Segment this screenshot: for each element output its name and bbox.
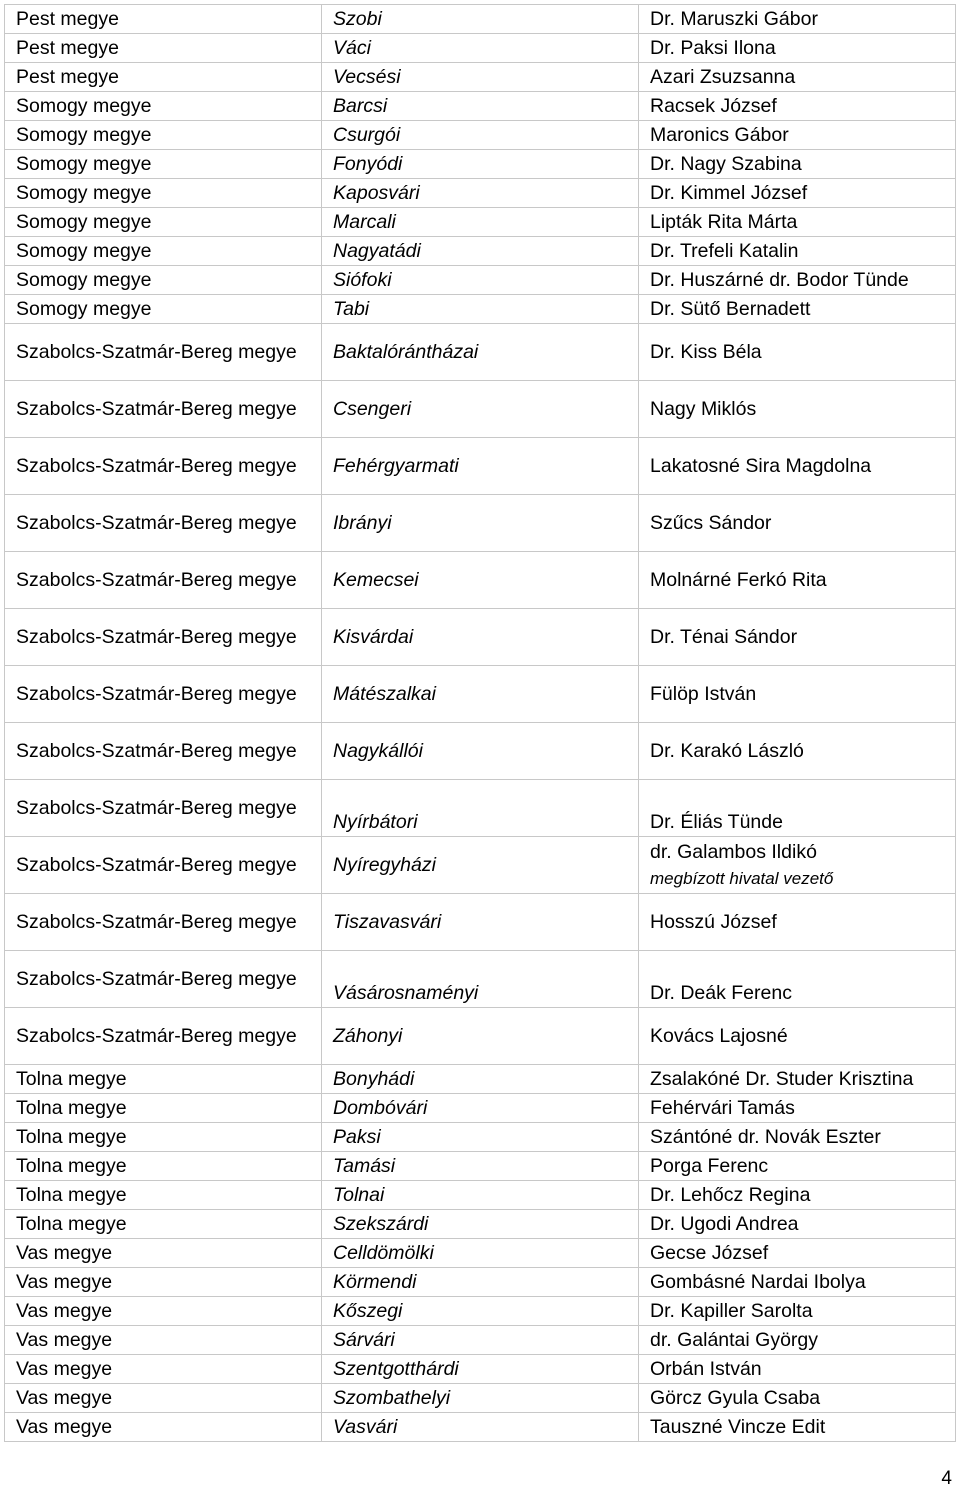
county-name: Somogy megye <box>16 269 152 291</box>
county-cell <box>5 266 322 295</box>
head-name: Zsalakóné Dr. Studer Krisztina <box>650 1068 914 1090</box>
table-row <box>5 92 956 121</box>
office-name: Kemecsei <box>333 569 419 591</box>
head-cell <box>639 1268 956 1297</box>
head-name: Azari Zsuzsanna <box>650 66 796 88</box>
office-name: Nagykállói <box>333 740 423 762</box>
head-name: Dr. Kimmel József <box>650 182 808 204</box>
county-name: Somogy megye <box>16 182 152 204</box>
head-cell <box>639 666 956 723</box>
head-cell <box>639 1210 956 1239</box>
office-cell <box>322 495 639 552</box>
county-name: Tolna megye <box>16 1213 127 1235</box>
head-cell <box>639 1384 956 1413</box>
office-name: Barcsi <box>333 95 388 117</box>
office-name: Kaposvári <box>333 182 420 204</box>
table-row <box>5 381 956 438</box>
office-name: Mátészalkai <box>333 683 436 705</box>
county-cell <box>5 1413 322 1442</box>
head-name: Dr. Ugodi Andrea <box>650 1213 799 1235</box>
county-cell <box>5 1326 322 1355</box>
office-name: Ibrányi <box>333 512 392 534</box>
office-name: Dombóvári <box>333 1097 428 1119</box>
head-cell <box>639 208 956 237</box>
office-cell <box>322 237 639 266</box>
table-row <box>5 1123 956 1152</box>
head-name: Gecse József <box>650 1242 769 1264</box>
table-row <box>5 894 956 951</box>
table-row <box>5 1065 956 1094</box>
county-name: Vas megye <box>16 1271 113 1293</box>
county-cell <box>5 951 322 1008</box>
table-row <box>5 837 956 894</box>
county-name: Pest megye <box>16 37 119 59</box>
table-row <box>5 1268 956 1297</box>
office-cell <box>322 1268 639 1297</box>
table-row <box>5 609 956 666</box>
office-name: Siófoki <box>333 269 392 291</box>
office-name: Tamási <box>333 1155 396 1177</box>
table-row <box>5 1094 956 1123</box>
table-row <box>5 208 956 237</box>
head-cell <box>639 5 956 34</box>
table-row <box>5 1326 956 1355</box>
office-name: Csengeri <box>333 398 412 420</box>
head-cell <box>639 324 956 381</box>
head-cell <box>639 92 956 121</box>
table-row <box>5 1210 956 1239</box>
county-name: Pest megye <box>16 8 119 30</box>
office-cell <box>322 63 639 92</box>
office-cell <box>322 1123 639 1152</box>
office-cell <box>322 837 639 894</box>
head-name: Dr. Karakó László <box>650 740 804 762</box>
office-name: Vasvári <box>333 1416 398 1438</box>
county-cell <box>5 1297 322 1326</box>
head-cell <box>639 1413 956 1442</box>
head-cell <box>639 1355 956 1384</box>
county-cell <box>5 1065 322 1094</box>
county-cell <box>5 1239 322 1268</box>
county-name: Vas megye <box>16 1300 113 1322</box>
county-name: Szabolcs-Szatmár-Bereg megye <box>16 683 297 705</box>
county-name: Tolna megye <box>16 1184 127 1206</box>
head-name: Dr. Kiss Béla <box>650 341 762 363</box>
county-cell <box>5 438 322 495</box>
office-cell <box>322 179 639 208</box>
head-name: Dr. Maruszki Gábor <box>650 8 818 30</box>
county-cell <box>5 1355 322 1384</box>
office-cell <box>322 1210 639 1239</box>
office-cell <box>322 208 639 237</box>
county-cell <box>5 5 322 34</box>
table-row <box>5 552 956 609</box>
office-cell <box>322 324 639 381</box>
office-cell <box>322 1152 639 1181</box>
county-cell <box>5 381 322 438</box>
office-cell <box>322 295 639 324</box>
head-name: Dr. Trefeli Katalin <box>650 240 799 262</box>
table-row <box>5 295 956 324</box>
office-cell <box>322 1297 639 1326</box>
head-name: Molnárné Ferkó Rita <box>650 569 827 591</box>
head-name: Dr. Huszárné dr. Bodor Tünde <box>650 269 909 291</box>
office-name: Vecsési <box>333 66 401 88</box>
office-cell <box>322 1413 639 1442</box>
office-cell <box>322 780 639 837</box>
office-name: Marcali <box>333 211 396 233</box>
county-cell <box>5 837 322 894</box>
office-name: Tiszavasvári <box>333 911 442 933</box>
county-cell <box>5 208 322 237</box>
head-cell <box>639 1239 956 1268</box>
head-name: Hosszú József <box>650 911 777 933</box>
acting-head-note: megbízott hivatal vezető <box>650 869 834 888</box>
office-name: Baktalórántházai <box>333 341 479 363</box>
table-row <box>5 1008 956 1065</box>
head-name: Dr. Deák Ferenc <box>650 982 792 1004</box>
head-cell <box>639 723 956 780</box>
table-row <box>5 666 956 723</box>
county-name: Szabolcs-Szatmár-Bereg megye <box>16 968 297 990</box>
office-name: Kőszegi <box>333 1300 403 1322</box>
county-cell <box>5 34 322 63</box>
table-row <box>5 495 956 552</box>
head-cell <box>639 1326 956 1355</box>
head-cell <box>639 121 956 150</box>
county-name: Somogy megye <box>16 153 152 175</box>
office-cell <box>322 666 639 723</box>
office-name: Tabi <box>333 298 370 320</box>
head-cell <box>639 1008 956 1065</box>
head-cell <box>639 894 956 951</box>
office-cell <box>322 609 639 666</box>
head-name: Tauszné Vincze Edit <box>650 1416 826 1438</box>
head-cell <box>639 150 956 179</box>
office-cell <box>322 894 639 951</box>
county-cell <box>5 150 322 179</box>
office-cell <box>322 723 639 780</box>
head-cell <box>639 1181 956 1210</box>
office-cell <box>322 1065 639 1094</box>
office-cell <box>322 5 639 34</box>
head-name: Fehérvári Tamás <box>650 1097 795 1119</box>
office-name: Nagyatádi <box>333 240 421 262</box>
county-name: Tolna megye <box>16 1068 127 1090</box>
county-cell <box>5 894 322 951</box>
head-cell <box>639 237 956 266</box>
head-cell <box>639 179 956 208</box>
county-name: Szabolcs-Szatmár-Bereg megye <box>16 569 297 591</box>
office-cell <box>322 266 639 295</box>
county-name: Szabolcs-Szatmár-Bereg megye <box>16 854 297 876</box>
head-cell <box>639 837 956 894</box>
table-row <box>5 951 956 1008</box>
head-cell <box>639 1297 956 1326</box>
county-cell <box>5 92 322 121</box>
table-row <box>5 1152 956 1181</box>
county-name: Szabolcs-Szatmár-Bereg megye <box>16 740 297 762</box>
county-name: Szabolcs-Szatmár-Bereg megye <box>16 911 297 933</box>
table-row <box>5 1384 956 1413</box>
head-name: Nagy Miklós <box>650 398 757 420</box>
head-name: Szűcs Sándor <box>650 512 772 534</box>
table-row <box>5 34 956 63</box>
office-cell <box>322 1239 639 1268</box>
county-cell <box>5 1152 322 1181</box>
head-cell <box>639 34 956 63</box>
county-name: Vas megye <box>16 1329 113 1351</box>
office-cell <box>322 438 639 495</box>
county-name: Somogy megye <box>16 95 152 117</box>
office-cell <box>322 34 639 63</box>
county-cell <box>5 552 322 609</box>
county-cell <box>5 609 322 666</box>
head-cell <box>639 552 956 609</box>
office-name: Záhonyi <box>333 1025 403 1047</box>
head-name: Dr. Paksi Ilona <box>650 37 776 59</box>
office-name: Sárvári <box>333 1329 395 1351</box>
county-name: Szabolcs-Szatmár-Bereg megye <box>16 398 297 420</box>
table-row <box>5 438 956 495</box>
head-cell <box>639 1123 956 1152</box>
office-cell <box>322 381 639 438</box>
office-cell <box>322 951 639 1008</box>
office-name: Celldömölki <box>333 1242 434 1264</box>
head-name: Dr. Sütő Bernadett <box>650 298 811 320</box>
office-name: Nyírbátori <box>333 811 418 833</box>
table-row <box>5 1239 956 1268</box>
county-name: Vas megye <box>16 1387 113 1409</box>
head-name: Dr. Nagy Szabina <box>650 153 802 175</box>
table-row <box>5 723 956 780</box>
table-row <box>5 780 956 837</box>
office-cell <box>322 1094 639 1123</box>
office-name: Szombathelyi <box>333 1387 451 1409</box>
table-row <box>5 237 956 266</box>
office-name: Kisvárdai <box>333 626 414 648</box>
county-cell <box>5 666 322 723</box>
office-name: Körmendi <box>333 1271 417 1293</box>
head-cell <box>639 780 956 837</box>
head-cell <box>639 1065 956 1094</box>
county-name: Szabolcs-Szatmár-Bereg megye <box>16 626 297 648</box>
head-cell <box>639 1094 956 1123</box>
county-name: Somogy megye <box>16 240 152 262</box>
head-name: Lakatosné Sira Magdolna <box>650 455 872 477</box>
county-cell <box>5 179 322 208</box>
county-cell <box>5 723 322 780</box>
county-cell <box>5 1181 322 1210</box>
county-cell <box>5 295 322 324</box>
head-cell <box>639 266 956 295</box>
office-cell <box>322 121 639 150</box>
head-cell <box>639 63 956 92</box>
county-name: Pest megye <box>16 66 119 88</box>
table-row <box>5 121 956 150</box>
county-cell <box>5 1210 322 1239</box>
head-name: Görcz Gyula Csaba <box>650 1387 821 1409</box>
county-name: Somogy megye <box>16 211 152 233</box>
county-name: Tolna megye <box>16 1097 127 1119</box>
head-cell <box>639 1152 956 1181</box>
head-name: Orbán István <box>650 1358 762 1380</box>
office-name: Váci <box>333 37 371 59</box>
head-cell <box>639 381 956 438</box>
office-cell <box>322 150 639 179</box>
county-cell <box>5 1384 322 1413</box>
head-name: Dr. Kapiller Sarolta <box>650 1300 813 1322</box>
office-name: Szekszárdi <box>333 1213 429 1235</box>
county-cell <box>5 1268 322 1297</box>
table-row <box>5 266 956 295</box>
office-cell <box>322 552 639 609</box>
office-name: Paksi <box>333 1126 381 1148</box>
page-number: 4 <box>941 1468 952 1489</box>
table-row <box>5 1413 956 1442</box>
table-row <box>5 1297 956 1326</box>
county-cell <box>5 1094 322 1123</box>
head-name: Dr. Éliás Tünde <box>650 811 783 833</box>
county-cell <box>5 780 322 837</box>
county-name: Vas megye <box>16 1358 113 1380</box>
office-cell <box>322 1326 639 1355</box>
head-name: Dr. Ténai Sándor <box>650 626 798 648</box>
table-row <box>5 5 956 34</box>
county-name: Szabolcs-Szatmár-Bereg megye <box>16 1025 297 1047</box>
county-name: Vas megye <box>16 1416 113 1438</box>
head-cell <box>639 951 956 1008</box>
county-name: Somogy megye <box>16 124 152 146</box>
county-cell <box>5 63 322 92</box>
county-name: Tolna megye <box>16 1155 127 1177</box>
office-name: Bonyhádi <box>333 1068 415 1090</box>
head-name: Porga Ferenc <box>650 1155 769 1177</box>
county-name: Szabolcs-Szatmár-Bereg megye <box>16 797 297 819</box>
office-name: Szobi <box>333 8 382 30</box>
table-row <box>5 1355 956 1384</box>
county-name: Szabolcs-Szatmár-Bereg megye <box>16 341 297 363</box>
office-cell <box>322 1384 639 1413</box>
office-cell <box>322 1181 639 1210</box>
head-name: dr. Galambos Ildikó <box>650 841 817 863</box>
head-name: Lipták Rita Márta <box>650 211 798 233</box>
office-name: Vásárosnaményi <box>333 982 479 1004</box>
county-cell <box>5 495 322 552</box>
office-name: Fehérgyarmati <box>333 455 459 477</box>
head-name: Gombásné Nardai Ibolya <box>650 1271 866 1293</box>
table-row <box>5 324 956 381</box>
registry-table <box>4 4 956 1442</box>
county-cell <box>5 324 322 381</box>
county-cell <box>5 237 322 266</box>
county-name: Szabolcs-Szatmár-Bereg megye <box>16 455 297 477</box>
head-cell <box>639 609 956 666</box>
county-cell <box>5 1008 322 1065</box>
county-cell <box>5 1123 322 1152</box>
head-name: Maronics Gábor <box>650 124 789 146</box>
head-name: Szántóné dr. Novák Eszter <box>650 1126 881 1148</box>
county-name: Somogy megye <box>16 298 152 320</box>
table-row <box>5 1181 956 1210</box>
county-name: Vas megye <box>16 1242 113 1264</box>
office-name: Csurgói <box>333 124 401 146</box>
table-row <box>5 150 956 179</box>
head-name: Kovács Lajosné <box>650 1025 788 1047</box>
county-cell <box>5 121 322 150</box>
office-cell <box>322 92 639 121</box>
office-name: Tolnai <box>333 1184 385 1206</box>
table-body <box>5 5 956 1442</box>
office-name: Nyíregyházi <box>333 854 436 876</box>
office-name: Szentgotthárdi <box>333 1358 459 1380</box>
head-cell <box>639 295 956 324</box>
head-cell <box>639 438 956 495</box>
head-name: dr. Galántai György <box>650 1329 818 1351</box>
head-name: Racsek József <box>650 95 777 117</box>
head-cell <box>639 495 956 552</box>
county-name: Tolna megye <box>16 1126 127 1148</box>
office-name: Fonyódi <box>333 153 403 175</box>
office-cell <box>322 1355 639 1384</box>
table-row <box>5 179 956 208</box>
head-name: Fülöp István <box>650 683 757 705</box>
county-name: Szabolcs-Szatmár-Bereg megye <box>16 512 297 534</box>
head-name: Dr. Lehőcz Regina <box>650 1184 811 1206</box>
table-row <box>5 63 956 92</box>
office-cell <box>322 1008 639 1065</box>
